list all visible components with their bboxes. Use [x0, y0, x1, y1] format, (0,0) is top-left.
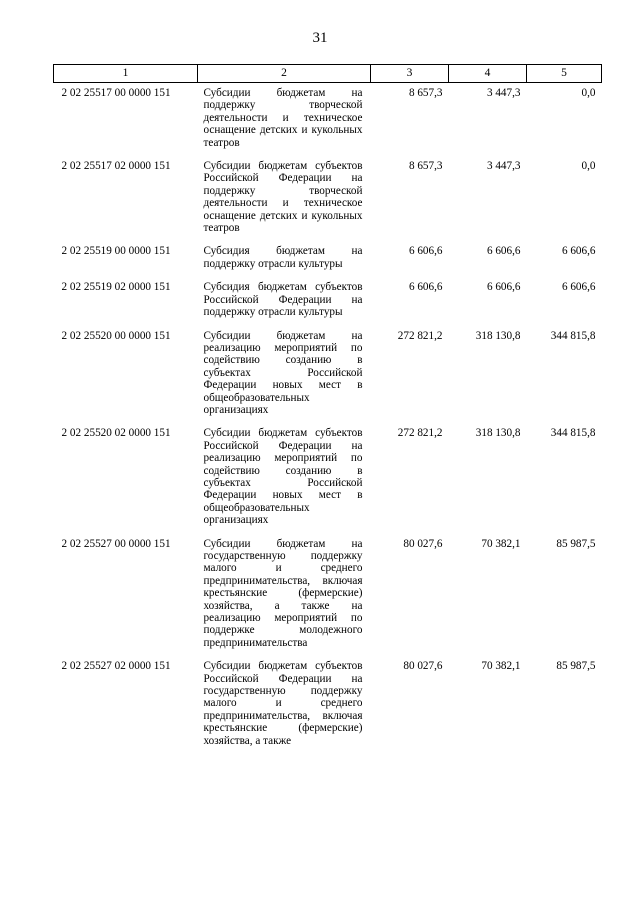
row-description: Субсидии бюджетам субъектов Российской Федерации на государственную поддержку малого и среднего предпринимательства, включая крестьянские (фермерские) хозяйства, а также: [203, 660, 363, 747]
row-value-col3: 80 027,6: [403, 537, 443, 550]
table-row: [54, 241, 602, 277]
row-value-col5: 0,0: [581, 160, 596, 173]
column-header-2: 2: [198, 65, 371, 83]
row-description: Субсидии бюджетам на реализацию мероприятий по содействию созданию в субъектах Российской Федерации новых мест в общеобразовательных организациях: [203, 329, 363, 416]
table-row: [54, 423, 602, 533]
row-value-col5: 6 606,6: [561, 281, 596, 294]
row-code: 2 02 25517 00 0000 151: [61, 87, 171, 99]
row-value-col5: 85 987,5: [556, 537, 596, 550]
row-value-col4: 3 447,3: [486, 87, 521, 99]
row-description: Субсидии бюджетам субъектов Российской Федерации на реализацию мероприятий по содействию созданию в субъектах Российской Федерации новых мест в общеобразовательных организациях: [203, 427, 363, 527]
row-value-col5: 344 815,8: [550, 427, 596, 440]
row-code: 2 02 25527 00 0000 151: [61, 537, 171, 550]
row-value-col3: 80 027,6: [403, 660, 443, 673]
table-row: [54, 534, 602, 657]
row-code: 2 02 25520 02 0000 151: [61, 427, 171, 440]
table-row: [54, 156, 602, 241]
table-row: [54, 277, 602, 325]
column-header-1: 1: [54, 65, 198, 83]
table-row: [54, 326, 602, 424]
row-description: Субсидия бюджетам на поддержку отрасли культуры: [203, 245, 363, 270]
row-value-col5: 6 606,6: [561, 245, 596, 258]
row-value-col5: 0,0: [581, 87, 596, 99]
row-code: 2 02 25517 02 0000 151: [61, 160, 171, 173]
row-code: 2 02 25527 02 0000 151: [61, 660, 171, 673]
row-value-col4: 70 382,1: [481, 660, 521, 673]
row-value-col3: 8 657,3: [408, 87, 443, 99]
row-value-col5: 85 987,5: [556, 660, 596, 673]
row-value-col4: 318 130,8: [475, 427, 521, 440]
column-header-4: 4: [449, 65, 527, 83]
row-value-col4: 318 130,8: [475, 329, 521, 342]
table-row: [54, 83, 602, 157]
budget-table: [53, 64, 602, 754]
row-code: 2 02 25520 00 0000 151: [61, 329, 171, 342]
row-code: 2 02 25519 02 0000 151: [61, 281, 171, 294]
column-header-5: 5: [527, 65, 602, 83]
row-value-col3: 8 657,3: [408, 160, 443, 173]
row-description: Субсидии бюджетам на государственную поддержку малого и среднего предпринимательства, включая крестьянские (фермерские) хозяйства, а также на реализацию мероприятий по поддержке молодежного предпринимательства: [203, 537, 363, 649]
row-value-col4: 6 606,6: [486, 281, 521, 294]
row-value-col4: 3 447,3: [486, 160, 521, 173]
row-description: Субсидии бюджетам на поддержку творческой деятельности и техническое оснащение детских и кукольных театров: [203, 87, 363, 149]
row-description: Субсидия бюджетам субъектов Российской Федерации на поддержку отрасли культуры: [203, 281, 363, 319]
row-value-col3: 272 821,2: [397, 329, 443, 342]
row-description: Субсидии бюджетам субъектов Российской Федерации на поддержку творческой деятельности и техническое оснащение детских и кукольных театров: [203, 160, 363, 235]
row-value-col3: 6 606,6: [408, 245, 443, 258]
column-header-3: 3: [371, 65, 449, 83]
row-value-col5: 344 815,8: [550, 329, 596, 342]
row-value-col4: 70 382,1: [481, 537, 521, 550]
table-row: [54, 656, 602, 754]
row-value-col3: 272 821,2: [397, 427, 443, 440]
row-value-col3: 6 606,6: [408, 281, 443, 294]
row-value-col4: 6 606,6: [486, 245, 521, 258]
page-number: 31: [312, 30, 328, 46]
table-header-row: [54, 65, 602, 83]
row-code: 2 02 25519 00 0000 151: [61, 245, 171, 258]
